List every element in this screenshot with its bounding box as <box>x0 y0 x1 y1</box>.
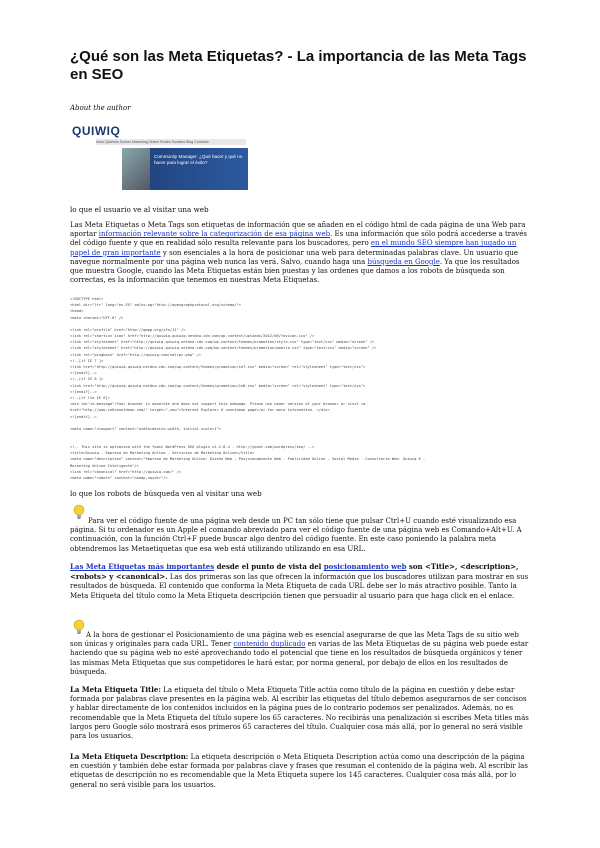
quiwiq-logo: QUIWIQ <box>72 124 121 138</box>
code-line: <!DOCTYPE html> <box>70 297 104 301</box>
code-line: href="http://www.ie6countdown.com/" target="_new">Internet Explorer 6 countdown page</a> for more information. </div> <box>70 408 330 413</box>
text: y son esenciales a la hora de posicionar una web para determinadas palabras clave. Un usuario que navegue normalmente por una página web nunca las verá. Salvo, cuando haga una <box>70 248 519 266</box>
text: La etiqueta descripción o Meta Etiqueta Description actúa como una descripción de la página en cuestión y también debe estar formada por palabras clave y frases que resuman el contenido de la página web. Al escribir las etiquetas de descripción no es recomendable que la Meta Etiqueta supere los 145 caracteres. Cualquier cosa más allá, por lo general no será visible para los usuarios. <box>70 753 528 789</box>
banner-caption: Community Manager: ¿Qué hacer y qué no hacer para lograr el éxito? <box>154 154 243 165</box>
author-label: About the author <box>70 104 131 112</box>
code-line: <html dir="ltr" lang="es-ES" xmlns:og="http://opengraphprotocol.org/schema/"> <box>70 303 241 308</box>
code-line: <![endif]--> <box>70 414 97 419</box>
code-line: <link rel="shortcut icon" href="http://quiwiq.quiwiq.netdna-cdn.com/wp-content/uploads/2012/06/favicon.ico" /> <box>70 334 315 339</box>
code-line: <div id="ie-message">Your browser is obsolete and does not support this webpage. Please use newer version of your browser or visit <a <box>70 402 366 407</box>
text: Las Meta Etiquetas o Meta Tags son etiquetas de información que se añaden en el código html de cada página de una Web para aportar <box>70 221 526 239</box>
text: en varias de las Meta Etiquetas de su página web puede estar haciendo que su página web no esté aprovechando todo el potencial que tiene en los resultados de búsqueda orgánicos y tener las mismas Meta Etiquetas que sus competidores le hará estar, por norma general, por debajo de ellos en los resultados de búsqueda. <box>70 640 529 676</box>
description-tag-paragraph <box>70 752 530 790</box>
source-code-screenshot <box>70 296 530 481</box>
link-categorization[interactable]: información relevante sobre la categorización de esa página web <box>98 230 331 239</box>
duplicate-content-paragraph <box>70 631 530 677</box>
code-line: <![endif]--> <box>70 389 97 394</box>
robots-view-label: lo que los robots de búsqueda ven al visitar una web <box>70 489 262 498</box>
link-important-meta[interactable]: Las Meta Etiquetas más importantes <box>70 562 215 571</box>
code-line: <!-- This site is optimized with the Yoast WordPress SEO plugin v1.2.8.4 - http://yoast.com/wordpress/seo/ --> <box>70 445 315 450</box>
source-code-paragraph <box>70 517 530 554</box>
code-line: <link rel="profile" href="http://gmpg.org/xfn/11" /> <box>70 327 186 332</box>
intro-paragraph <box>70 221 530 285</box>
text: Para ver el código fuente de una página web desde un PC tan sólo tiene que pulsar Ctrl+U cuando esté visualizando esa página. Si tu ordenador es un Apple el comando abreviado para ver el código fuente de una página web es Comando+Alt+U. A continuación, con la función Ctrl+F puede buscar algo dentro del código fuente. En este caso poniendo la palabra meta obtendremos las Metaetiquetas que esa web está utilizando utilizando en esa URL. <box>70 517 522 553</box>
description-tag-heading: La Meta Etiqueta Description: <box>70 752 189 761</box>
code-line: <link rel="stylesheet" href="http://quiwiq.quiwiq.netdna-cdn.com/wp-content/themes/promotion/mobile.css" type="text/css" media="screen" /> <box>70 346 377 351</box>
text: . Es una información que sólo podrá accederse a través del código fuente y que en realidad sólo resulta relevante para los buscadores, pero <box>70 230 527 248</box>
title-tag-heading: La Meta Etiqueta Title: <box>70 685 161 694</box>
text: desde el punto de vista del <box>214 562 324 571</box>
text: Las dos primeras son las que ofrecen la información que los buscadores utilizan para mostrar en sus resultados de búsqueda. El contenido que conforma la Meta Etiqueta de cada URL debe ser lo más atractivo posible. Tanto la Meta Etiqueta del título como la Meta Etiqueta descripción tienen que persuadir al usuario para que haga click en el enlace. <box>70 573 529 600</box>
code-line: <!--[if IE 7 ]> <box>70 358 104 363</box>
link-duplicate-content[interactable]: contenido duplicado <box>233 640 306 649</box>
code-line: <!--[if IE 8 ]> <box>70 377 104 382</box>
page-title: ¿Qué son las Meta Etiquetas? - La importancia de las Meta Tags en SEO <box>70 48 527 83</box>
site-banner-image <box>70 122 250 190</box>
title-tag-paragraph <box>70 685 530 741</box>
code-line: <link rel="stylesheet" href="http://quiwiq.quiwiq.netdna-cdn.com/wp-content/themes/promotion/style.css" type="text/css" media="screen" /> <box>70 340 375 345</box>
banner-thumbnail <box>122 148 150 190</box>
banner-nav: Inicio Quiénes Somos Marketing Online Redes Sociales Blog Contacto <box>96 139 246 145</box>
link-seo-world[interactable]: en el mundo SEO siempre han jugado un papel de gran importante <box>70 239 517 257</box>
code-line: <![endif]--> <box>70 371 97 376</box>
code-line: Marketing Online Inteligente"/> <box>70 463 139 468</box>
code-line: <link rel="canonical" href="http://quiwiq.com/" /> <box>70 469 182 474</box>
code-line: <meta name="viewport" content="width=device-width, initial-scale=1"> <box>70 426 221 431</box>
code-line: <link href="http://quiwiq.quiwiq.netdna-cdn.com/wp-content/themes/promotion/ie8.css" media="screen" rel="stylesheet" type="text/css"> <box>70 383 366 388</box>
code-line: <meta name="robots" content="noodp,noydir"/> <box>70 476 168 481</box>
user-view-label: lo que el usuario ve al visitar una web <box>70 205 209 214</box>
code-line: <title>Quiwiq - Empresa de Marketing Online - Servicios de Marketing Online</title> <box>70 451 255 456</box>
code-line: <link href="http://quiwiq.quiwiq.netdna-cdn.com/wp-content/themes/promotion/ie7.css" media="screen" rel="stylesheet" type="text/css"> <box>70 365 366 370</box>
code-line: <meta charset="UTF-8" /> <box>70 315 124 320</box>
code-line: <!--[if lte IE 6]> <box>70 396 110 401</box>
code-line: <head> <box>70 309 84 314</box>
code-line: <meta name="description" content="Empresa de Marketing Online: Diseño Web - Posicionamiento Web - Publicidad Online - Social Media - Consultoría Web. Quiwiq ® - <box>70 457 426 462</box>
text: La etiqueta del título o Meta Etiqueta Title actúa como título de la página en cuestión y debe estar formada por palabras clave presentes en la página web. Al escribir las etiquetas del título debemos asegurarnos de ser concisos y hablar directamente de los contenidos incluidos en la página pues de lo contrario podemos ser penalizados. Además, no es recomendable que la Meta Etiqueta del título supere los 65 caracteres. No recibirás una penalización si escribes Meta titles más largos pero Google sólo mostrará esos primeros 65 caracteres del título. Cualquier cosa más allá, por lo general no será visible para los usuarios. <box>70 686 529 741</box>
text: . Ya que los resultados que muestra Google, cuando las Meta Etiquetas están bien puestas y las ordenes que damos a los robots de búsqueda son correctas, es la información que tenemos en nuestras Meta Etiquetas. <box>70 257 520 285</box>
text: son <Title>, <description>, <robots> y <canonical>. <box>70 562 519 582</box>
banner-photo <box>122 148 248 190</box>
link-google-search[interactable]: búsqueda en Google <box>367 257 440 266</box>
code-line: <link rel="pingback" href="http://quiwiq.com/xmlrpc.php" /> <box>70 352 201 357</box>
text: A la hora de gestionar el Posicionamiento de una página web es esencial asegurarse de que las Meta Tags de su sitio web son únicas y originales para cada URL. Tener <box>70 631 519 649</box>
link-web-positioning[interactable]: posicionamiento web <box>323 562 407 571</box>
important-tags-paragraph <box>70 562 530 601</box>
